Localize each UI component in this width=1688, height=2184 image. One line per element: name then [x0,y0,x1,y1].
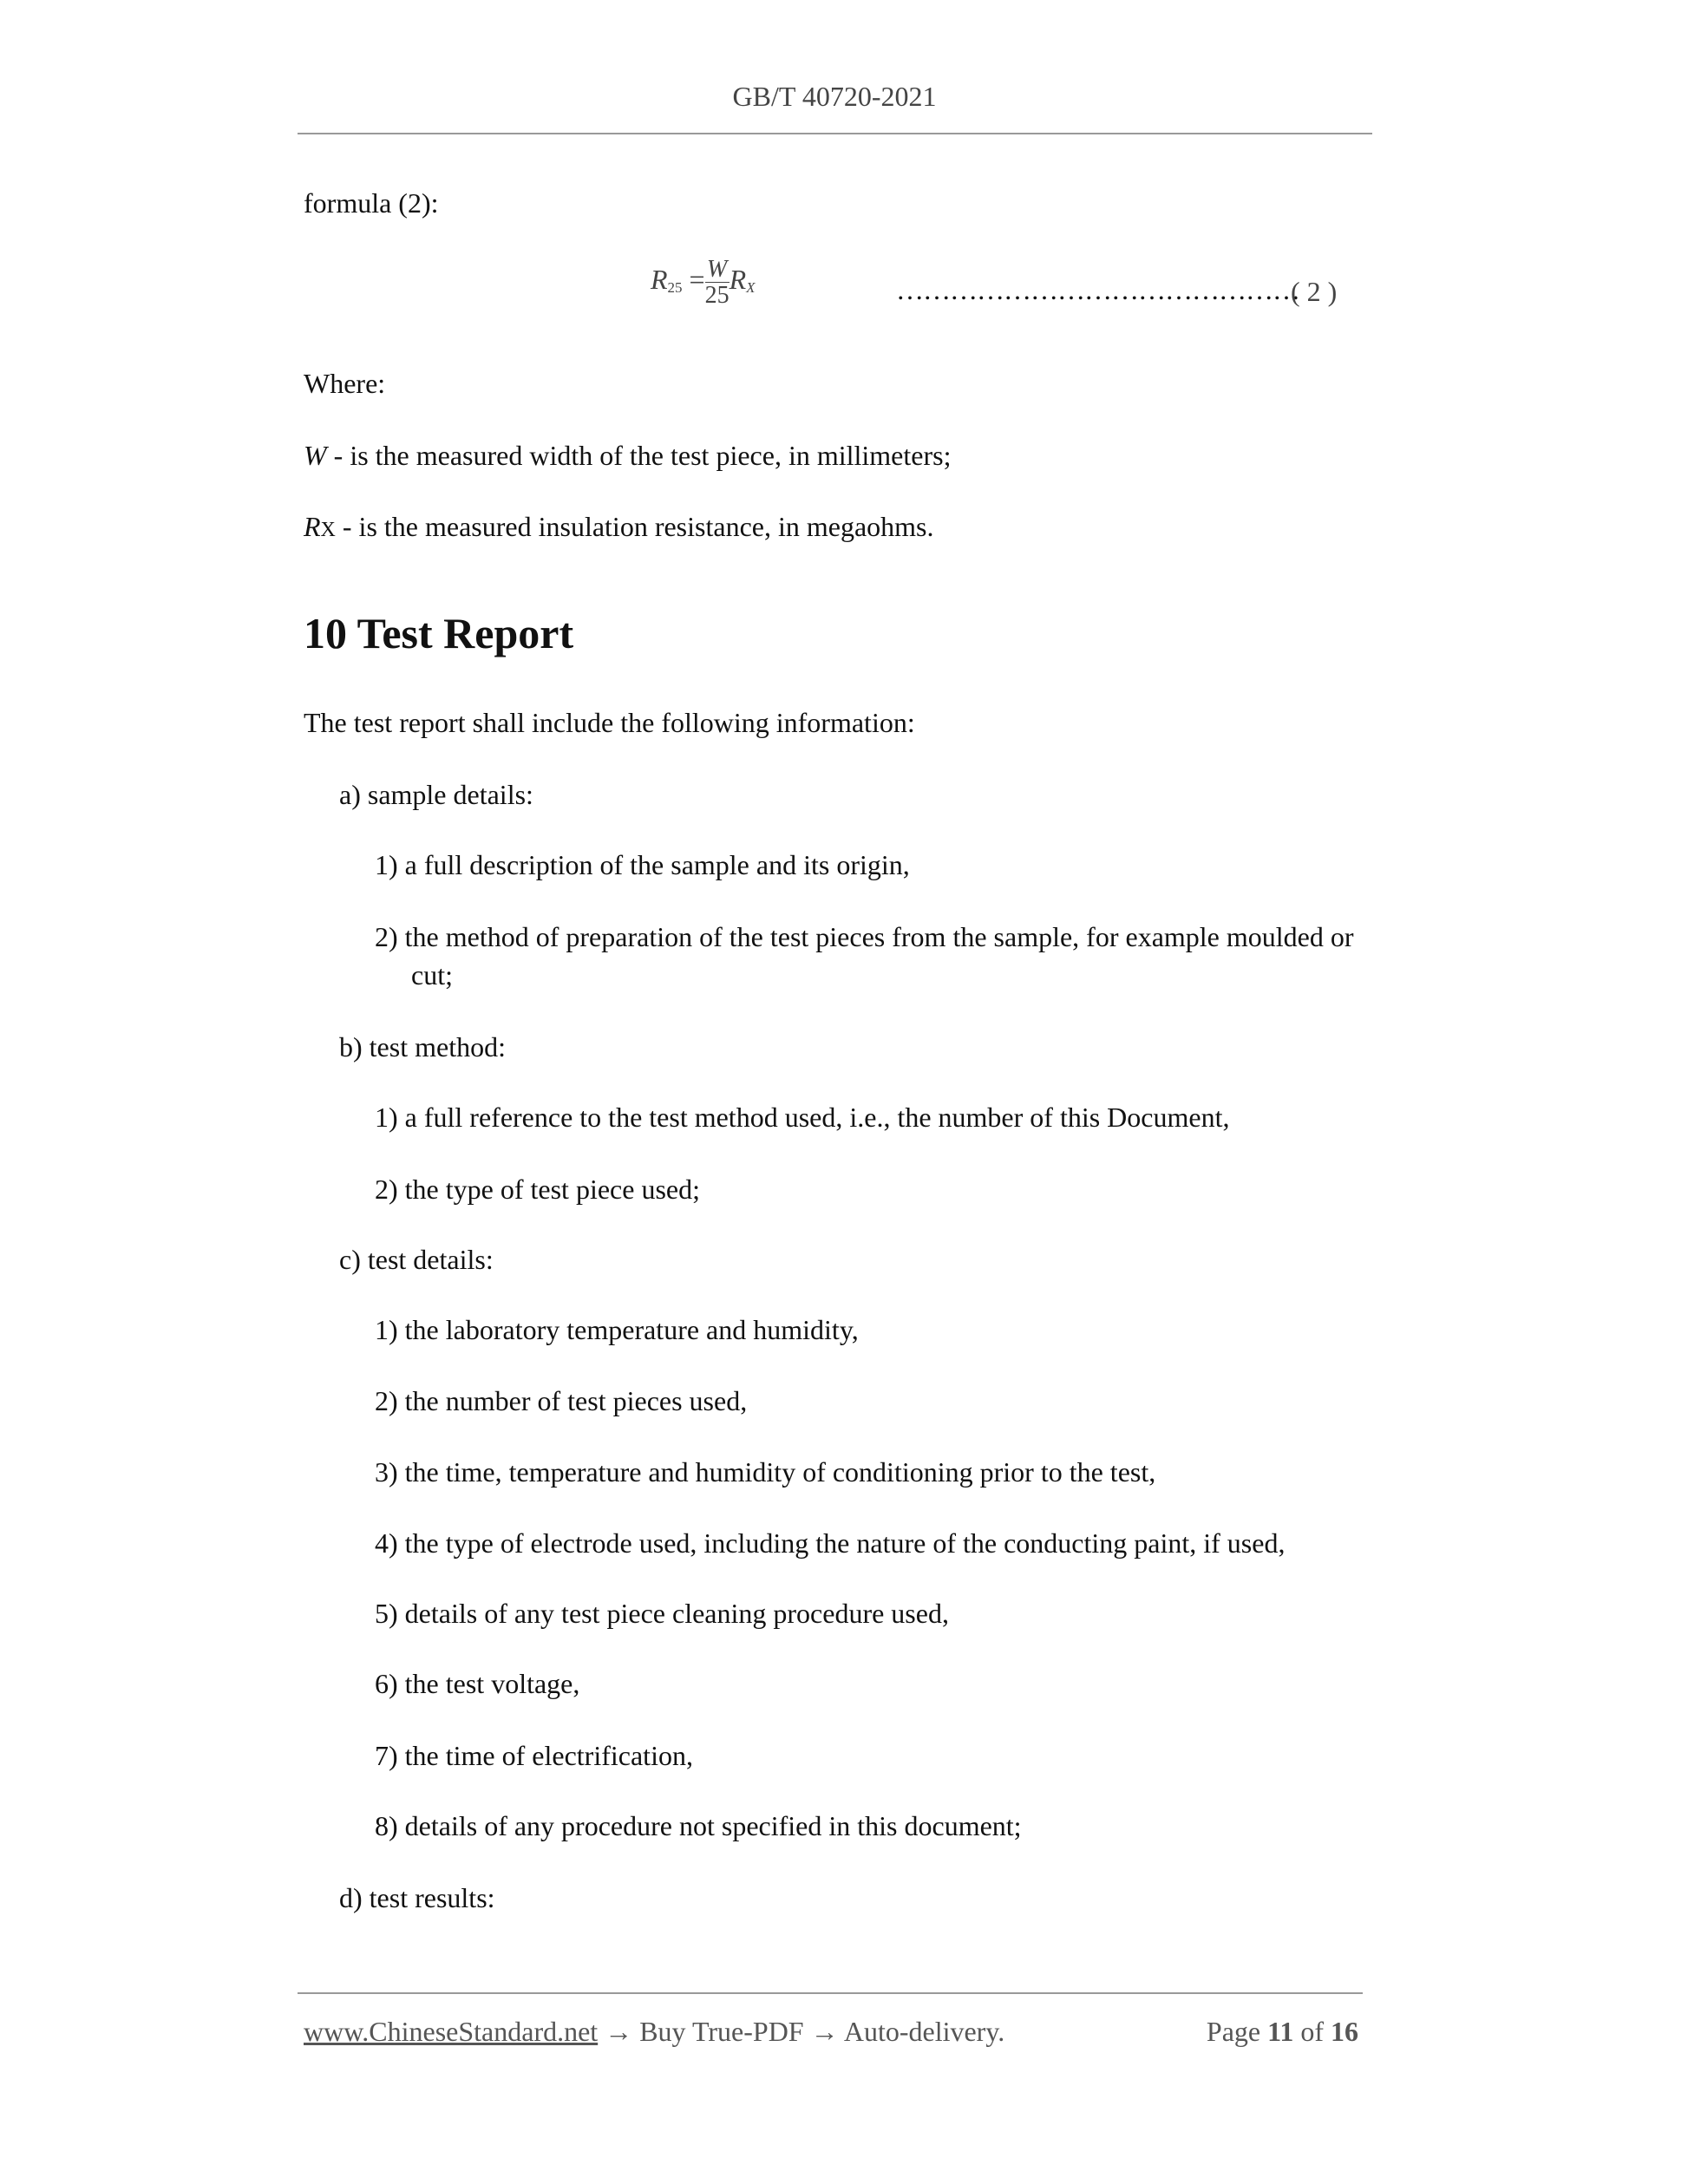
intro-text: The test report shall include the following information: [304,707,915,738]
where-label: Where: [304,368,386,399]
formula-equals: = [689,264,705,296]
definition-rx [304,513,934,540]
formula-rhs-sub: X [746,279,756,297]
list-item-b: b) test method: [339,1031,506,1063]
list-item-c8: 8) details of any procedure not specified in this document; [375,1810,1022,1841]
formula-denominator: 25 [704,282,730,310]
formula-lhs-sub: 25 [667,279,683,297]
list-item-c4: 4) the type of electrode used, including the nature of the conducting paint, if used, [375,1527,1286,1559]
formula-intro: formula (2): [304,187,439,219]
formula-leader-dots: ……………………………………… [896,274,1299,305]
list-item-b2: 2) the type of test piece used; [375,1174,700,1205]
list-item-b1: 1) a full reference to the test method used, i.e., the number of this Document, [375,1102,1230,1133]
list-item-a2: 2) the method of preparation of the test pieces from the sample, for example moulded or [375,921,1354,952]
list-item-a: a) sample details: [339,779,533,810]
footer-divider [298,1992,1363,1994]
chinese-standard-link[interactable]: www.ChineseStandard.net [304,2016,599,2047]
formula-number: ( 2 ) [1291,276,1338,307]
document-header-title: GB/T 40720-2021 [732,81,937,112]
page-indicator [1207,2017,1358,2045]
list-item-c1: 1) the laboratory temperature and humidity, [375,1314,859,1345]
formula-rhs: R [729,264,747,296]
page-label: Page [1206,2016,1261,2047]
definition-w [304,441,951,469]
formula-2 [651,257,756,309]
list-item-c5: 5) details of any test piece cleaning procedure used, [375,1598,949,1629]
list-item-c3: 3) the time, temperature and humidity of conditioning prior to the test, [375,1456,1156,1488]
footer-promo-text: → Buy True-PDF → Auto-delivery. [598,2016,1005,2047]
definition-text: - is the measured insulation resistance, in megaohms. [335,511,934,542]
formula-lhs: R [651,264,668,296]
symbol-w: W [304,440,327,471]
list-item-c2: 2) the number of test pieces used, [375,1385,748,1416]
list-item-a2-cont: cut; [411,959,453,991]
total-pages: 16 [1331,2016,1358,2047]
list-item-d: d) test results: [339,1882,495,1913]
header-divider [298,133,1372,134]
formula-numerator: W [705,257,730,283]
of-label: of [1300,2016,1324,2047]
formula-fraction [705,257,730,309]
list-item-c: c) test details: [339,1244,494,1275]
symbol-r: R [304,511,321,542]
footer-promo [304,2017,1004,2045]
current-page: 11 [1267,2016,1294,2047]
section-heading: 10 Test Report [304,609,574,657]
list-item-c7: 7) the time of electrification, [375,1740,693,1771]
list-item-c6: 6) the test voltage, [375,1668,580,1699]
definition-text: - is the measured width of the test piece, in millimeters; [326,440,952,471]
list-item-a1: 1) a full description of the sample and its origin, [375,849,910,880]
symbol-sub-x: X [320,519,336,541]
